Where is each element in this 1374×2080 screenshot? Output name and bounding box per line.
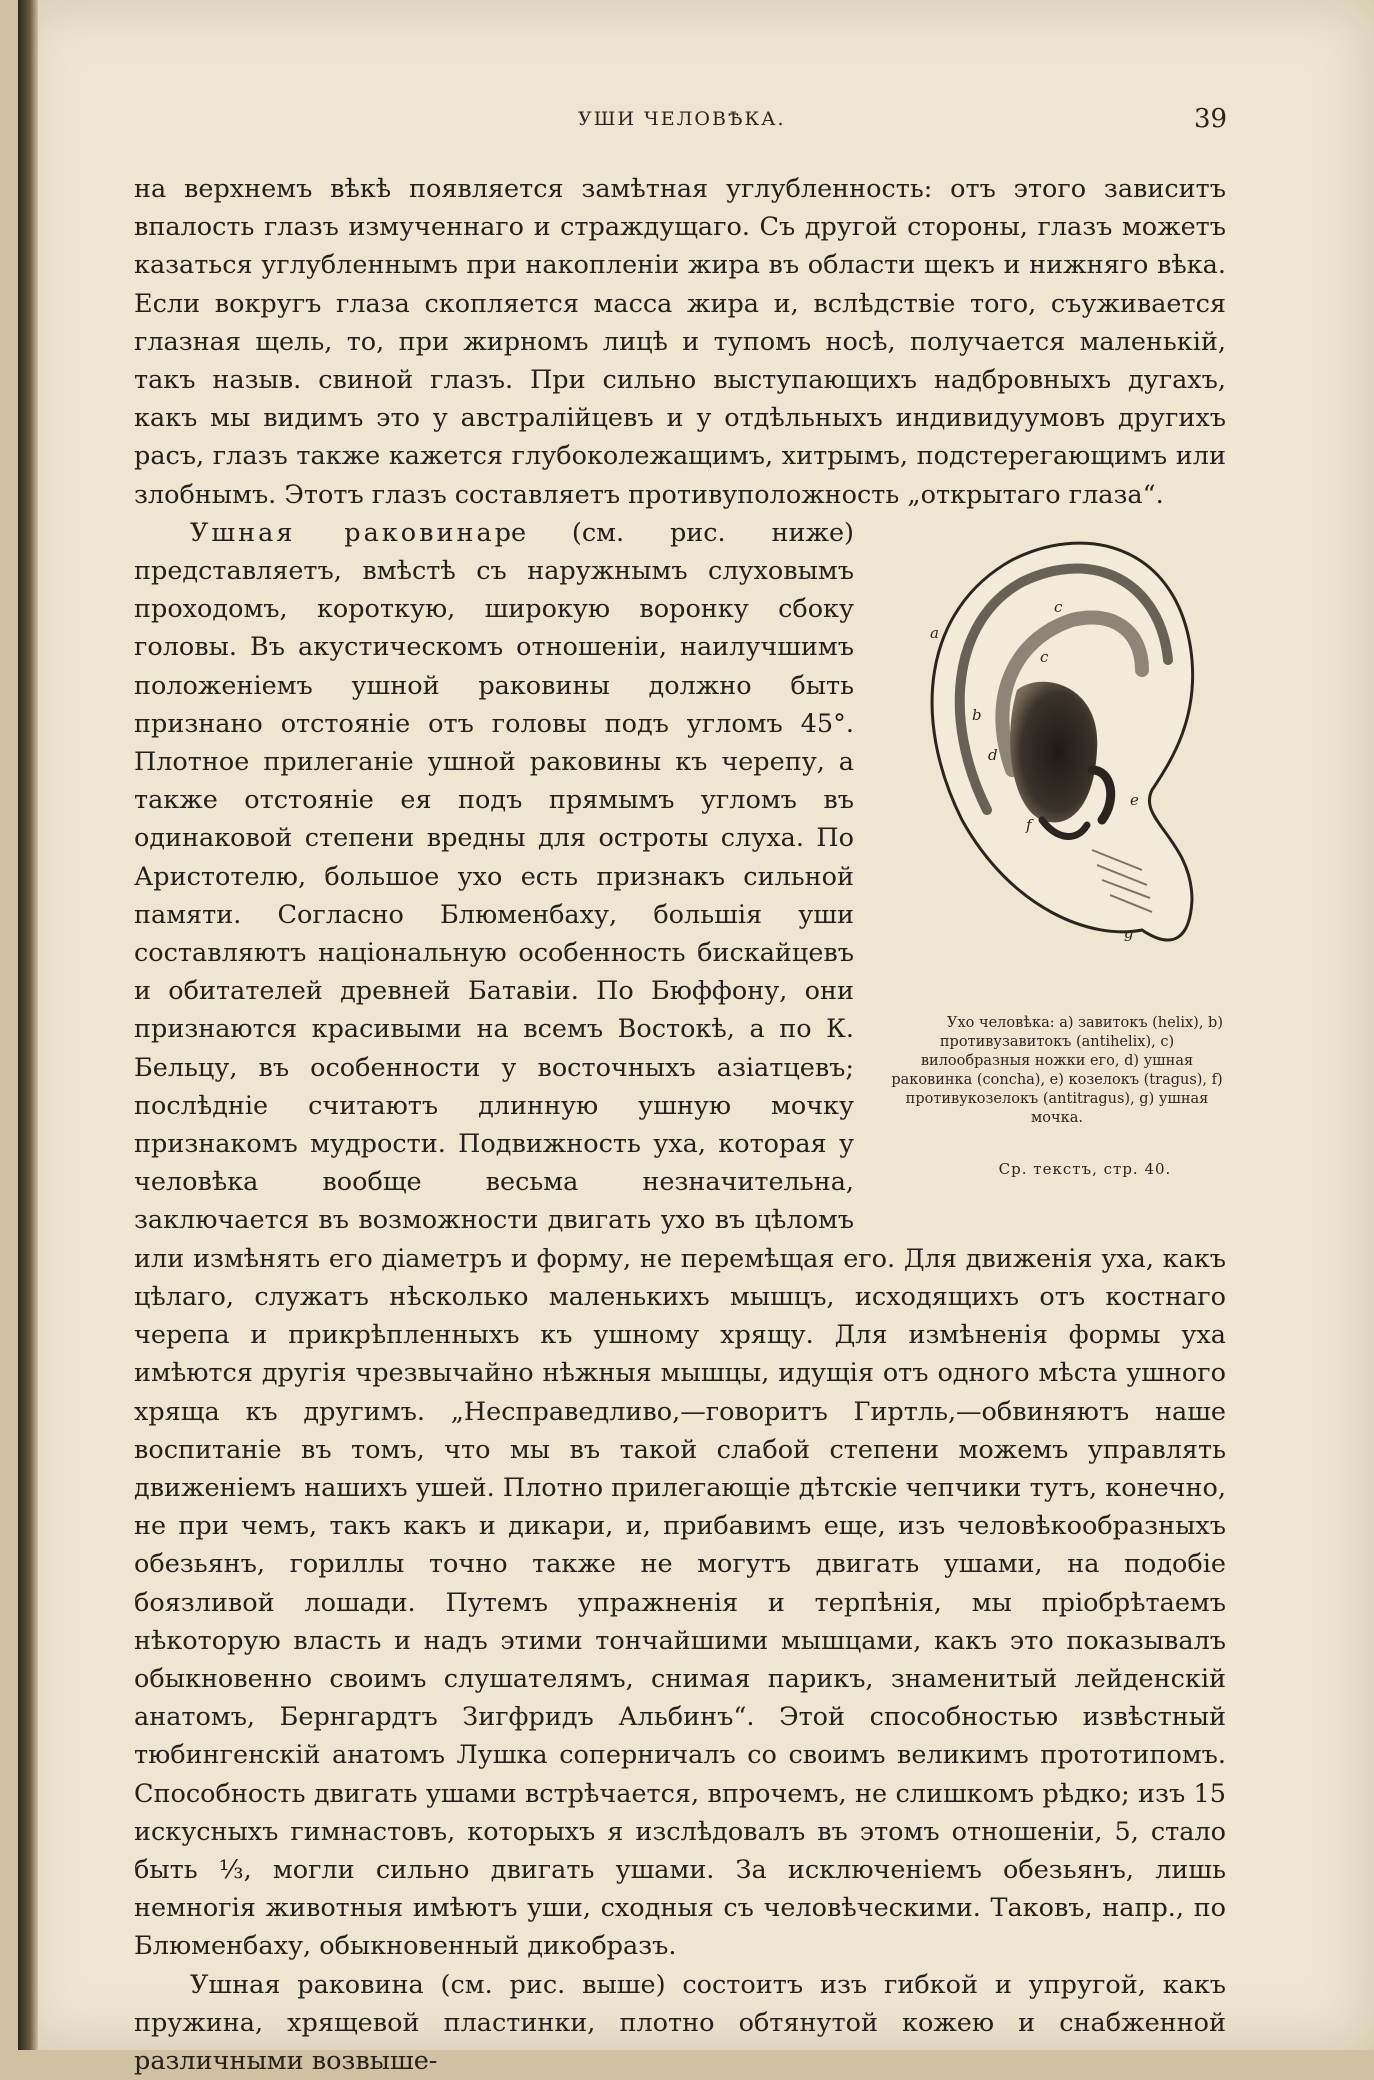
label-g: g <box>1124 923 1134 942</box>
figure-caption: Ухо человѣка: a) завитокъ (helix), b) противузавитокъ (antihelix), c) вилообразныя ножки его, d) ушная раковинка (concha), e) козелокъ (tragus), f) противукозелокъ (antitragus), g) ушная мочка. <box>891 1014 1223 1126</box>
ear-illustration <box>892 520 1222 1000</box>
paragraph-1: на верхнемъ вѣкѣ появляется замѣтная углубленность: отъ этого зависитъ впалость глазъ измученнаго и страждущаго. Съ другой стороны, глазъ можетъ казаться углубленнымъ при накопленіи жира въ области щекъ и нижняго вѣка. Если вокругъ глаза скопляется масса жира и, вслѣдствіе того, съуживается глазная щель, то, при жирномъ лицѣ и тупомъ носѣ, получается маленькій, такъ назыв. свиной глазъ. При сильно выступающихъ надбровныхъ дугахъ, какъ мы видимъ это у австралійцевъ и у отдѣльныхъ индивидуумовъ другихъ расъ, глазъ также кажется глубоколежащимъ, хитрымъ, подстерегающимъ или злобнымъ. Этотъ глазъ составляетъ противуположность „открытаго глаза“. <box>134 174 1226 510</box>
label-f: f <box>1026 815 1032 834</box>
label-b: b <box>972 705 982 724</box>
paragraph-2 <box>134 514 1226 1966</box>
book-page <box>18 0 1374 2076</box>
paragraph-3: Ушная раковина (см. рис. выше) состоитъ изъ гибкой и упругой, какъ пружина, хрящевой пластинки, плотно обтянутой кожею и снабженной различными возвыше- <box>134 1969 1226 2076</box>
para2-lead-spaced-2: на <box>456 517 495 548</box>
label-d: d <box>988 745 998 764</box>
figure-reference: Ср. текстъ, стр. 40. <box>998 1159 1172 1178</box>
concha <box>1010 682 1097 823</box>
running-title: УШИ ЧЕЛОВѢКА. <box>578 108 786 130</box>
body-text <box>134 170 1226 2080</box>
label-c2: c <box>1040 647 1049 666</box>
label-e: e <box>1130 790 1139 809</box>
label-a: a <box>930 623 939 642</box>
page-number: 39 <box>1194 104 1228 134</box>
para2-body: ре (см. рис. ниже) представляетъ, вмѣстѣ съ наружнымъ слуховымъ проходомъ, короткую, широкую воронку сбоку головы. Въ акустическомъ отношеніи, наилучшимъ положеніемъ ушной раковины должно быть признано отстояніе отъ головы подъ угломъ 45°. Плотное прилеганіе ушной раковины къ черепу, а также отстояніе ея подъ прямымъ угломъ въ одинаковой степени вредны для остроты слуха. По Аристотелю, большое ухо есть признакъ сильной памяти. Согласно Блюменбаху, большія уши составляютъ національную особенность бискайцевъ и обитателей древней Батавіи. По Бюффону, они признаются красивыми на всемъ Востокѣ, а по К. Бельцу, въ особенности у восточныхъ азіатцевъ; послѣдніе считаютъ длинную ушную мочку признакомъ мудрости. Подвижность уха, которая у человѣка вообще весьма незначительна, заключается въ возможности двигать ухо въ цѣломъ или измѣнять его діаметръ и форму, не перемѣщая его. Для движенія уха, какъ цѣлаго, служатъ нѣсколько маленькихъ мышцъ, исходящихъ отъ костнаго черепа и прикрѣпленныхъ къ ушному хрящу. Для измѣненія формы уха имѣются другія чрезвычайно нѣжныя мышцы, идущія отъ одного мѣста ушного хряща къ другимъ. „Несправедливо,—говоритъ Гиртль,—обвиняютъ наше воспитаніе въ томъ, что мы въ такой слабой степени можемъ управлять движеніемъ нашихъ ушей. Плотно прилегающіе дѣтскіе чепчики тутъ, конечно, не при чемъ, такъ какъ и дикари, и, прибавимъ еще, изъ человѣкообразныхъ обезьянъ, гориллы точно также не могутъ двигать ушами, на подобіе боязливой лошади. Путемъ упражненія и терпѣнія, мы пріобрѣтаемъ нѣкоторую власть и надъ этими тончайшими мышцами, какъ это показывалъ обыкновенно своимъ слушателямъ, снимая парикъ, знаменитый лейденскій анатомъ, Бернгардтъ Зигфридъ Альбинъ“. Этой способностью извѣстный тюбингенскій анатомъ Лушка соперничалъ со своимъ великимъ прототипомъ. Способность двигать ушами встрѣчается, впрочемъ, не слишкомъ рѣдко; изъ 15 искусныхъ гимнастовъ, которыхъ я изслѣдовалъ въ этомъ отношеніи, 5, стало быть ⅓, могли сильно двигать ушами. За исключеніемъ обезьянъ, лишь немногія животныя имѣютъ уши, сходныя съ человѣческими. Таковъ, напр., по Блюменбаху, обыкновенный дикобразъ. <box>134 517 1226 1962</box>
ear-figure <box>884 520 1230 1210</box>
para2-lead-spaced: Ушная ракови <box>190 517 457 548</box>
page-binding-edge <box>18 0 38 2050</box>
label-c1: c <box>1054 597 1063 616</box>
